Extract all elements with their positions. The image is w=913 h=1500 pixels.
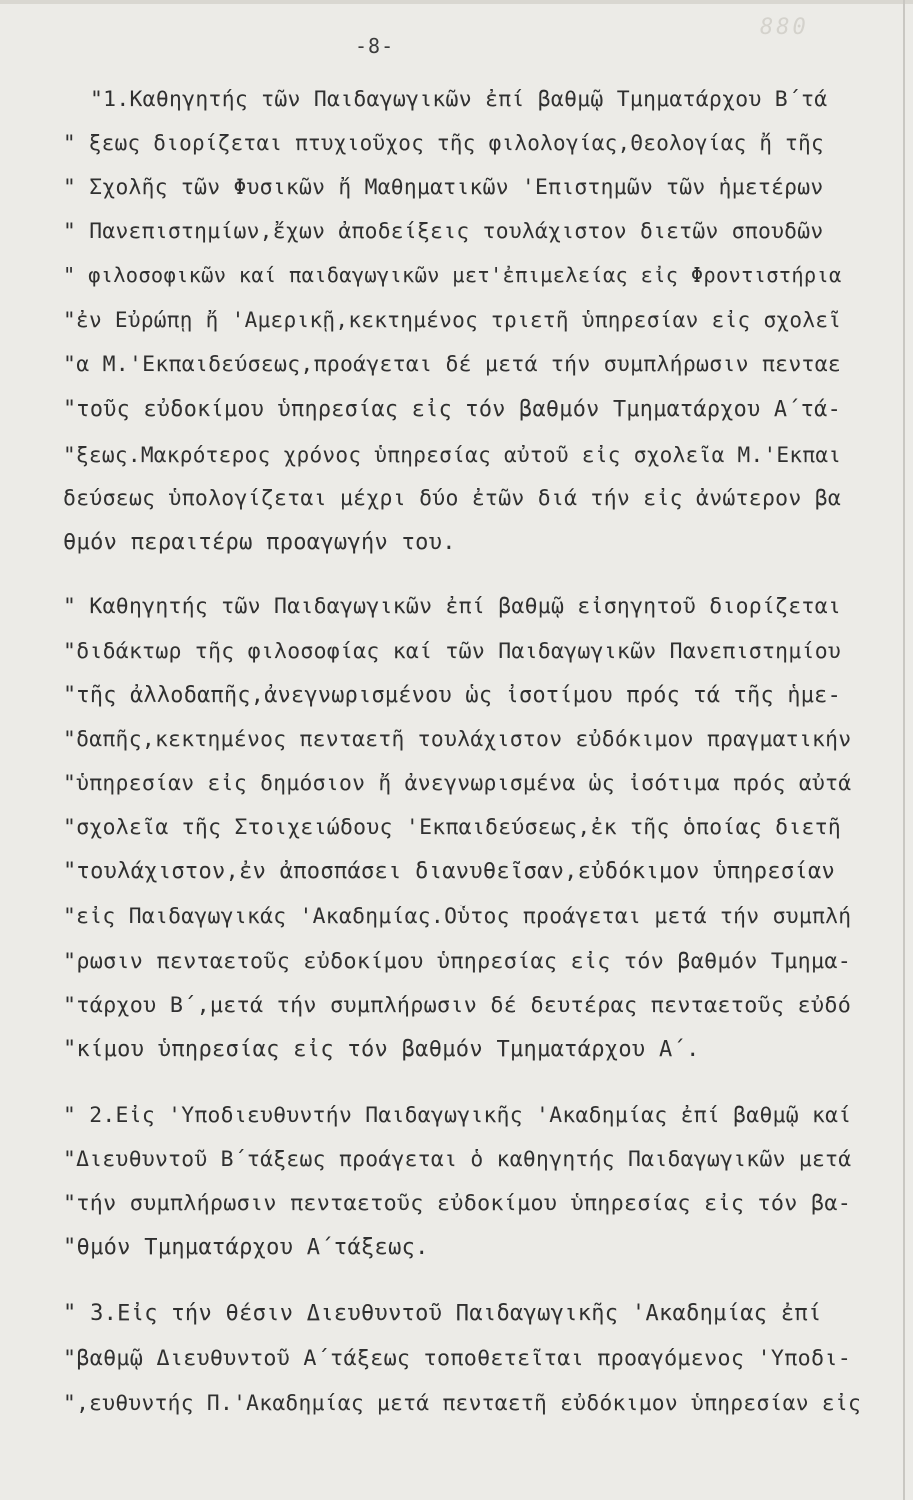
paragraph-1-line-10: δεύσεως ὑπολογίζεται μέχρι δύο ἐτῶν διά τήν εἰς ἀνώτερον βα (63, 487, 842, 511)
paragraph-1-line-7: "α Μ.'Εκπαιδεύσεως,προάγεται δέ μετά τήν συμπλήρωσιν πενταε (63, 353, 842, 377)
paragraph-2-line-10: "τάρχου Β΄,μετά τήν συμπλήρωσιν δέ δευτέρας πενταετοῦς εὐδό (63, 994, 852, 1018)
faded-page-stamp: 880 (760, 15, 809, 40)
paragraph-1-line-11: θμόν περαιτέρω προαγωγήν του. (63, 531, 456, 555)
paragraph-1-line-5: " φιλοσοφικῶν καί παιδαγωγικῶν μετ'ἐπιμελείας εἰς Φροντιστήρια (63, 263, 842, 287)
paragraph-2-line-4: "δαπῆς,κεκτημένος πενταετῆ τουλάχιστον εὐδόκιμον πραγματικήν (63, 728, 852, 752)
paragraph-2-line-1: " Καθηγητής τῶν Παιδαγωγικῶν ἐπί βαθμῷ εἰσηγητοῦ διορίζεται (63, 595, 842, 619)
paragraph-1-line-8: "τοῦς εὐδοκίμου ὑπηρεσίας εἰς τόν βαθμόν Τμηματάρχου Α΄τά- (63, 398, 841, 422)
paragraph-1-line-9: "ξεως.Μακρότερος χρόνος ὑπηρεσίας αὐτοῦ εἰς σχολεῖα Μ.'Εκπαι (63, 443, 842, 467)
paragraph-4-line-2: "βαθμῷ Διευθυντοῦ Α΄τάξεως τοποθετεῖται προαγόμενος 'Υποδι- (63, 1347, 852, 1371)
paragraph-1-line-1: "1.Καθηγητής τῶν Παιδαγωγικῶν ἐπί βαθμῷ Τμηματάρχου Β΄τά (90, 88, 828, 112)
page-number: -8- (355, 34, 395, 58)
paragraph-2-line-6: "σχολεῖα τῆς Στοιχειώδους 'Εκπαιδεύσεως,ἐκ τῆς ὁποίας διετῆ (63, 816, 842, 840)
paragraph-1-line-6: "ἐν Εὐρώπῃ ἤ 'Αμερικῇ,κεκτημένος τριετῆ ὑπηρεσίαν εἰς σχολεῖ (63, 308, 842, 332)
paragraph-4-line-3: ",ευθυντής Π.'Ακαδημίας μετά πενταετῆ εὐδόκιμον ὑπηρεσίαν εἰς (63, 1392, 862, 1416)
page-right-edge (903, 0, 905, 1500)
paragraph-2-line-7: "τουλάχιστον,ἐν ἀποσπάσει διανυθεῖσαν,εὐδόκιμον ὑπηρεσίαν (63, 860, 836, 884)
paragraph-1-line-2: " ξεως διορίζεται πτυχιοῦχος τῆς φιλολογίας,Θεολογίας ἤ τῆς (63, 131, 824, 155)
paragraph-2-line-3: "τῆς ἀλλοδαπῆς,ἀνεγνωρισμένου ὡς ἰσοτίμου πρός τά τῆς ἡμε- (63, 684, 841, 708)
paragraph-4-line-1: " 3.Εἰς τήν θέσιν Διευθυντοῦ Παιδαγωγικῆς 'Ακαδημίας ἐπί (63, 1302, 822, 1326)
paragraph-1-line-4: " Πανεπιστημίων,ἔχων ἀποδείξεις τουλάχιστον διετῶν σπουδῶν (63, 220, 824, 244)
paragraph-3-line-4: "θμόν Τμηματάρχου Α΄τάξεως. (63, 1236, 429, 1260)
paragraph-2-line-2: "διδάκτωρ τῆς φιλοσοφίας καί τῶν Παιδαγωγικῶν Πανεπιστημίου (63, 640, 842, 664)
paragraph-3-line-3: "τήν συμπλήρωσιν πενταετοῦς εὐδοκίμου ὑπηρεσίας εἰς τόν βα- (63, 1192, 852, 1216)
paragraph-2-line-9: "ρωσιν πενταετοῦς εὐδοκίμου ὑπηρεσίας εἰς τόν βαθμόν Τμημα- (63, 950, 852, 974)
paragraph-2-line-8: "εἰς Παιδαγωγικάς 'Ακαδημίας.Οὗτος προάγεται μετά τήν συμπλή (63, 905, 852, 929)
paragraph-2-line-11: "κίμου ὑπηρεσίας εἰς τόν βαθμόν Τμηματάρχου Α΄. (63, 1038, 700, 1062)
paragraph-2-line-5: "ὑπηρεσίαν εἰς δημόσιον ἤ ἀνεγνωρισμένα ὡς ἰσότιμα πρός αὐτά (63, 772, 852, 796)
paragraph-3-line-2: "Διευθυντοῦ Β΄τάξεως προάγεται ὁ καθηγητής Παιδαγωγικῶν μετά (63, 1148, 852, 1172)
page-top-edge (0, 0, 913, 4)
paragraph-3-line-1: " 2.Εἰς 'Υποδιευθυντήν Παιδαγωγικῆς 'Ακαδημίας ἐπί βαθμῷ καί (63, 1104, 852, 1128)
paragraph-1-line-3: " Σχολῆς τῶν Φυσικῶν ἤ Μαθηματικῶν 'Επιστημῶν τῶν ἡμετέρων (63, 176, 824, 200)
